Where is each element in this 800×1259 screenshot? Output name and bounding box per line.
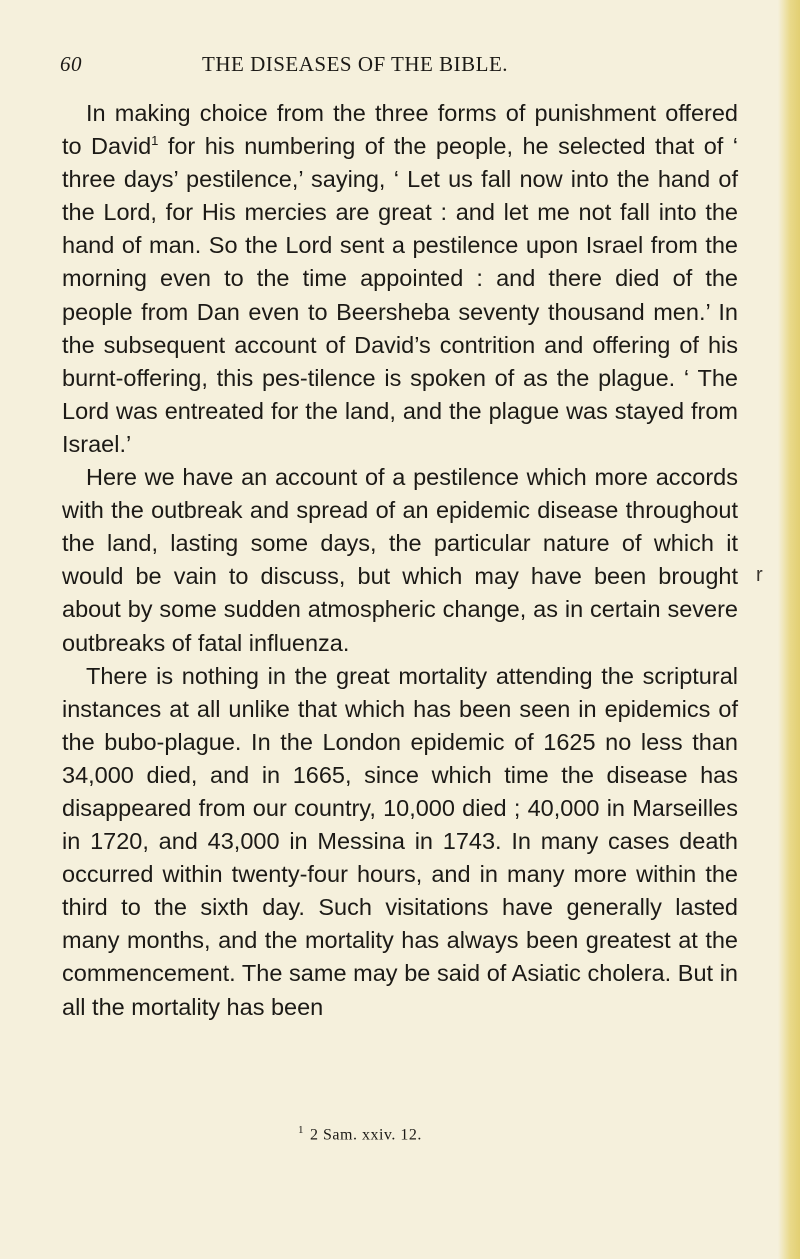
body-text — [62, 97, 738, 1024]
paragraph-3: There is nothing in the great mortality attending the scriptural instances at all unlike that which has been seen in epidemics of the bubo-plague. In the London epidemic of 1625 no less than 34,000 died, and in 1665, since which time the disease has disappeared from our country, 10,000 died ; 40,000 in Marseilles in 1720, and 43,000 in Messina in 1743. In many cases death occurred within twenty-four hours, and in many more within the third to the sixth day. Such visitations have generally lasted many months, and the mortality has always been greatest at the commencement. The same may be said of Asiatic cholera. But in all the mortality has been — [62, 662, 738, 1020]
paragraph-1-text-b: for his numbering of the people, he selected that of ‘ three days’ pestilence,’ saying, ‘ Let us fall now into the hand of the Lord, for His mercies are great : and let me not fall into the hand of man. So the Lord sent a pestilence upon Israel from the morning even to the time appointed : and there died of the people from Dan even to Beersheba seventy thousand men.’ In the subsequent account of David’s contrition and offering of his burnt-offering, this pes-tilence is spoken of as the plague. ‘ The Lord was entreated for the land, and the plague was stayed from Israel.’ — [62, 133, 738, 457]
footnote — [298, 1124, 422, 1144]
margin-mark: r — [756, 564, 763, 586]
page-header — [60, 48, 732, 84]
footnote-text: 2 Sam. xxiv. 12. — [310, 1126, 422, 1144]
page-edge — [778, 0, 800, 1259]
paragraph-2: Here we have an account of a pestilence which more accords with the outbreak and spread of an epidemic disease throughout the land, lasting some days, the particular nature of which it would be vain to discuss, but which may have been brought about by some sudden atmospheric change, as in certain severe outbreaks of fatal influenza. — [62, 464, 738, 656]
footnote-reference: 1 — [151, 133, 159, 149]
paragraph-1 — [62, 97, 738, 461]
footnote-mark: 1 — [298, 1124, 304, 1136]
running-title: THE DISEASES OF THE BIBLE. — [202, 52, 509, 76]
paragraph-1-text-a: In making choice from the three forms of punishment offered to David — [62, 100, 738, 160]
page-number: 60 — [60, 52, 82, 76]
